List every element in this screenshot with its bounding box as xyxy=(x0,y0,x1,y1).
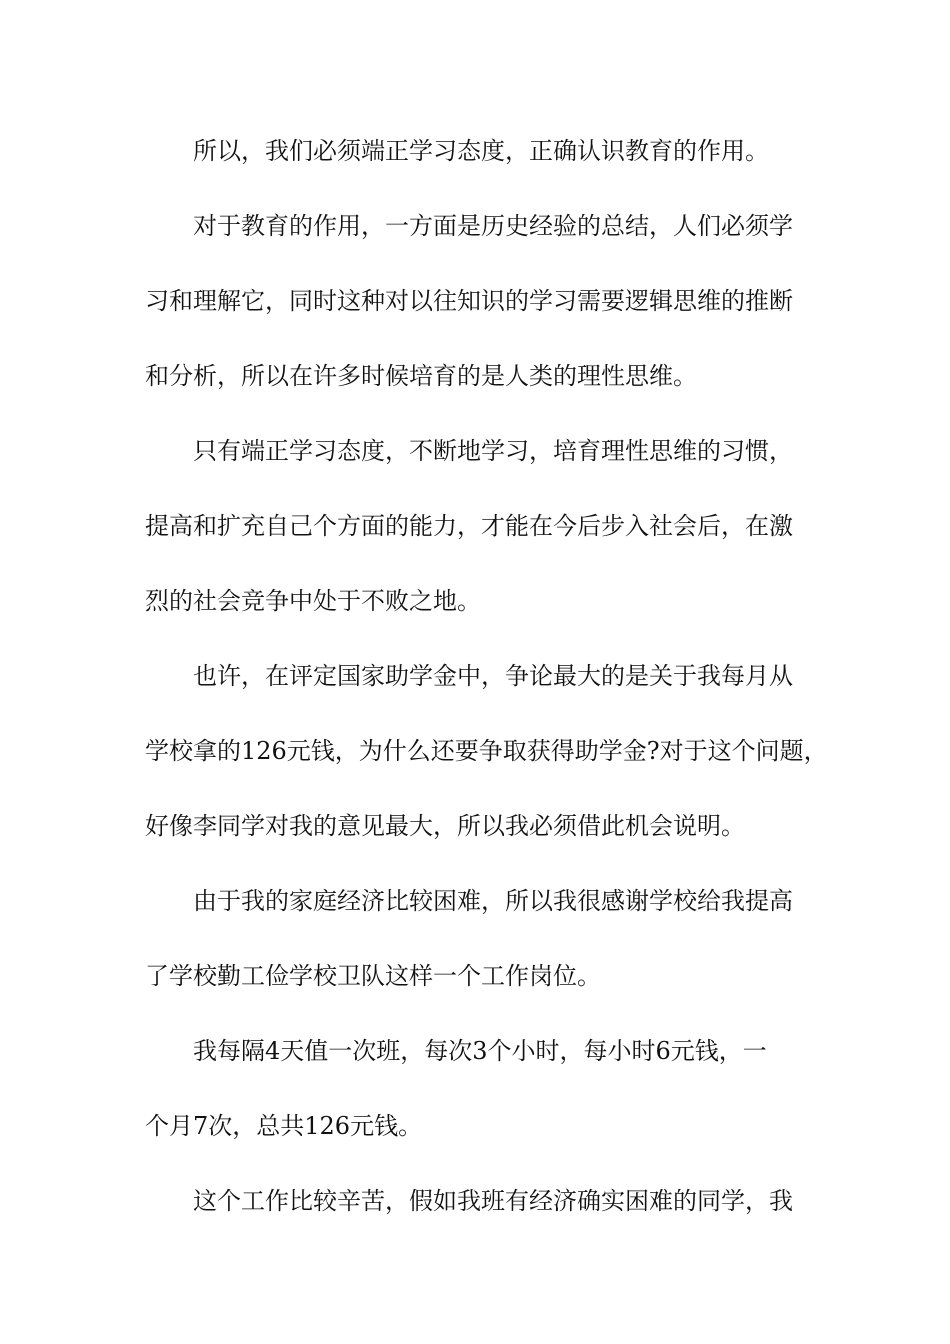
paragraph-5-line-2: 了学校勤工俭学校卫队这样一个工作岗位。 xyxy=(145,962,601,990)
paragraph-4-line-2: 学校拿的126元钱，为什么还要争取获得助学金?对于这个问题， xyxy=(145,737,828,765)
paragraph-2-line-3: 和分析，所以在许多时候培育的是人类的理性思维。 xyxy=(145,362,697,390)
paragraph-2-line-1: 对于教育的作用，一方面是历史经验的总结，人们必须学 xyxy=(193,212,793,240)
paragraph-6-line-2: 个月7次，总共126元钱。 xyxy=(145,1112,423,1140)
paragraph-5-line-1: 由于我的家庭经济比较困难，所以我很感谢学校给我提高 xyxy=(193,887,793,915)
paragraph-1-line-1: 所以，我们必须端正学习态度，正确认识教育的作用。 xyxy=(193,137,769,165)
paragraph-2-line-2: 习和理解它，同时这种对以往知识的学习需要逻辑思维的推断 xyxy=(145,287,793,315)
paragraph-3-line-2: 提高和扩充自己个方面的能力，才能在今后步入社会后，在激 xyxy=(145,512,793,540)
paragraph-3-line-3: 烈的社会竞争中处于不败之地。 xyxy=(145,587,481,615)
paragraph-4-line-1: 也许，在评定国家助学金中，争论最大的是关于我每月从 xyxy=(193,662,793,690)
paragraph-6-line-1: 我每隔4天值一次班，每次3个小时，每小时6元钱，一 xyxy=(193,1037,767,1065)
paragraph-4-line-3: 好像李同学对我的意见最大，所以我必须借此机会说明。 xyxy=(145,812,745,840)
paragraph-3-line-1: 只有端正学习态度，不断地学习，培育理性思维的习惯， xyxy=(193,437,793,465)
paragraph-7-line-1: 这个工作比较辛苦，假如我班有经济确实困难的同学，我 xyxy=(193,1187,793,1215)
